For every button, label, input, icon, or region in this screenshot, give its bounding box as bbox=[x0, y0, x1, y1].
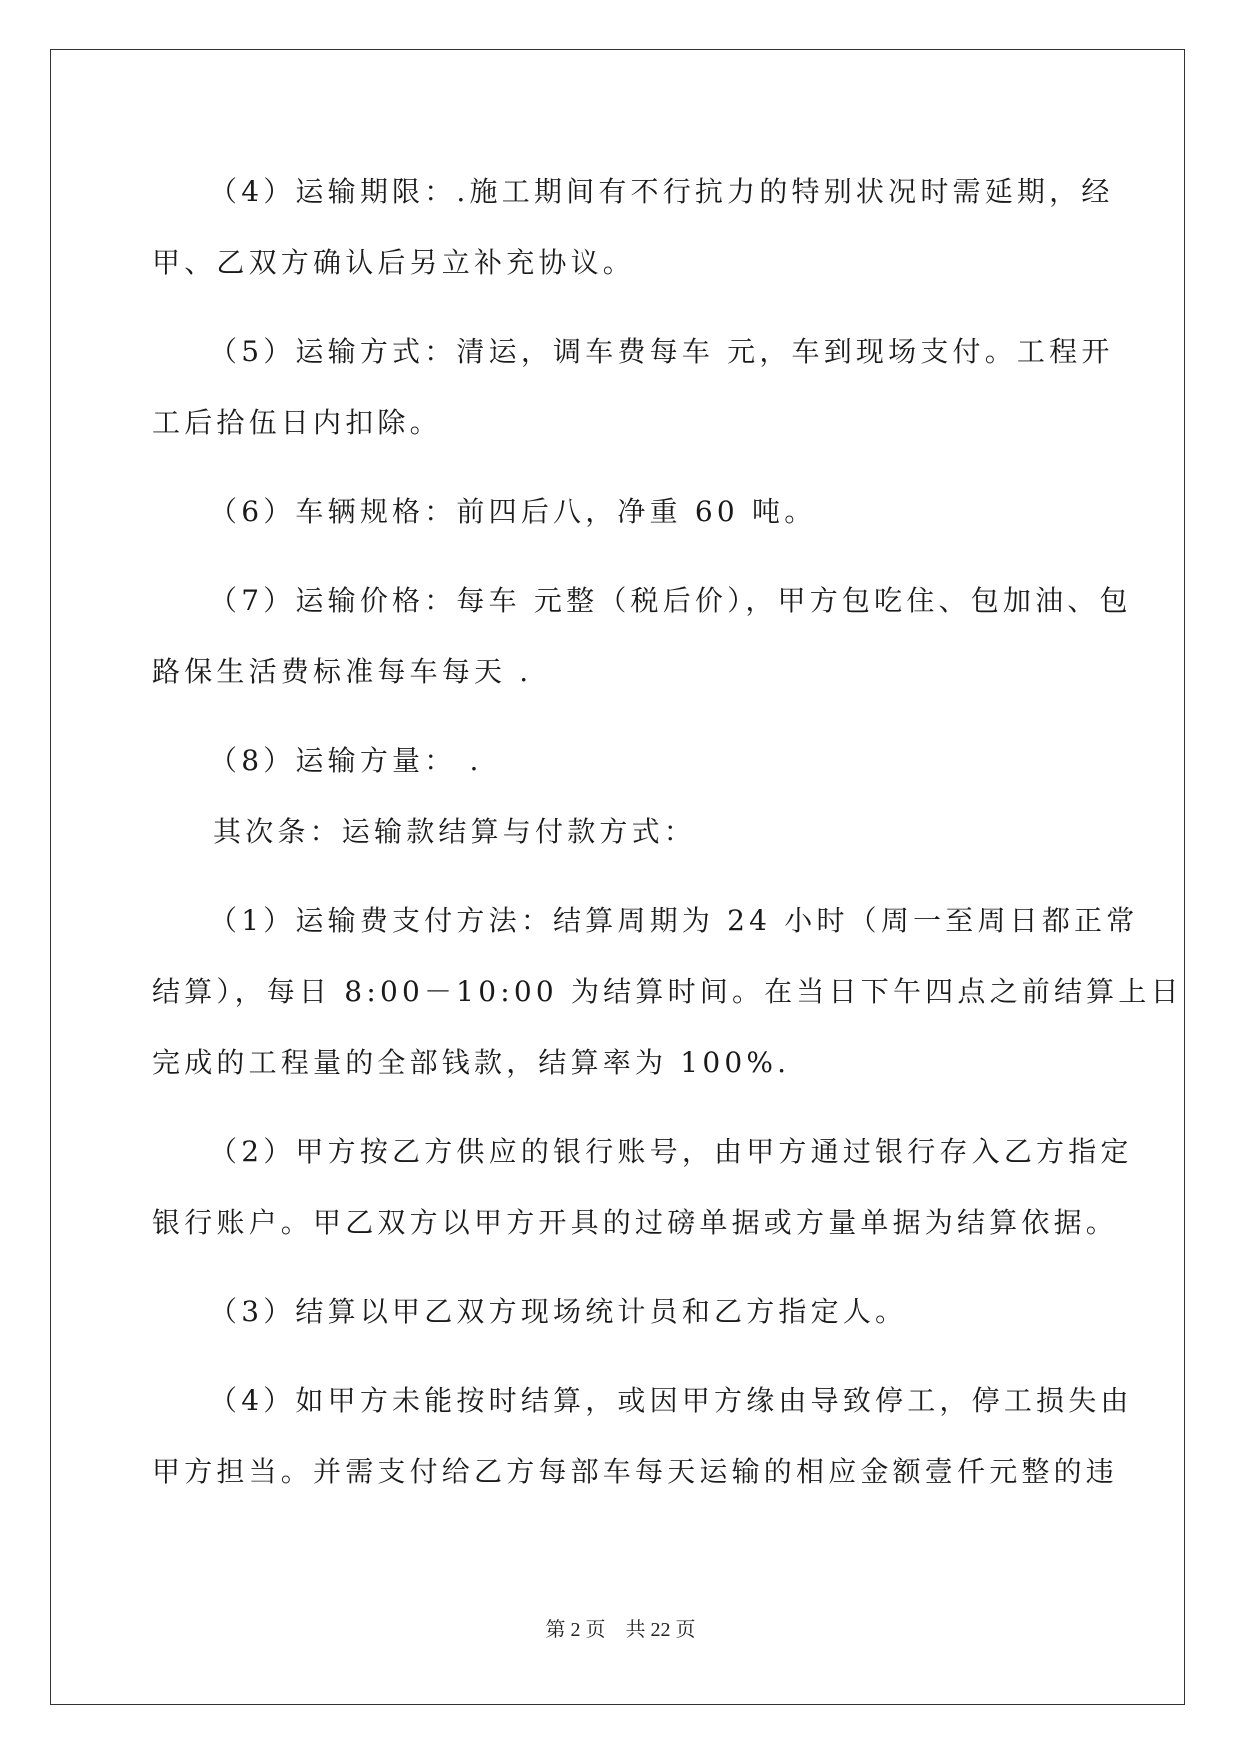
paragraph-line: 甲方担当。并需支付给乙方每部车每天运输的相应金额壹仟元整的违 bbox=[152, 1455, 1119, 1488]
paragraph-line: （4）如甲方未能按时结算，或因甲方缘由导致停工，停工损失由 bbox=[209, 1384, 1133, 1417]
paragraph-line: （7）运输价格：每车 元整（税后价），甲方包吃住、包加油、包 bbox=[209, 584, 1132, 617]
paragraph-line: 结算），每日 8:00－10:00 为结算时间。在当日下午四点之前结算上日 bbox=[152, 975, 1183, 1008]
paragraph-line: 完成的工程量的全部钱款，结算率为 100%. bbox=[152, 1046, 791, 1079]
paragraph-line: （1）运输费支付方法：结算周期为 24 小时（周一至周日都正常 bbox=[209, 904, 1139, 937]
paragraph-line: （8）运输方量： . bbox=[209, 744, 483, 777]
paragraph-line: （2）甲方按乙方供应的银行账号，由甲方通过银行存入乙方指定 bbox=[209, 1135, 1133, 1168]
paragraph-line: 银行账户。甲乙双方以甲方开具的过磅单据或方量单据为结算依据。 bbox=[152, 1206, 1119, 1239]
paragraph-line: 甲、乙双方确认后另立补充协议。 bbox=[152, 246, 636, 279]
paragraph-line: （6）车辆规格：前四后八，净重 60 吨。 bbox=[209, 495, 817, 528]
paragraph-line: 路保生活费标准每车每天 . bbox=[152, 655, 533, 688]
paragraph-line: （3）结算以甲乙双方现场统计员和乙方指定人。 bbox=[209, 1295, 908, 1328]
section-heading: 其次条：运输款结算与付款方式： bbox=[213, 815, 697, 848]
page-number: 第 2 页 bbox=[545, 1619, 606, 1641]
paragraph-line: （5）运输方式：清运，调车费每车 元，车到现场支付。工程开 bbox=[209, 335, 1114, 368]
paragraph-line: 工后拾伍日内扣除。 bbox=[152, 406, 442, 439]
footer-spacer bbox=[606, 1619, 626, 1641]
page-footer bbox=[0, 1617, 1241, 1643]
page-total: 共 22 页 bbox=[625, 1619, 696, 1641]
paragraph-line: （4）运输期限：.施工期间有不行抗力的特别状况时需延期，经 bbox=[209, 175, 1114, 208]
